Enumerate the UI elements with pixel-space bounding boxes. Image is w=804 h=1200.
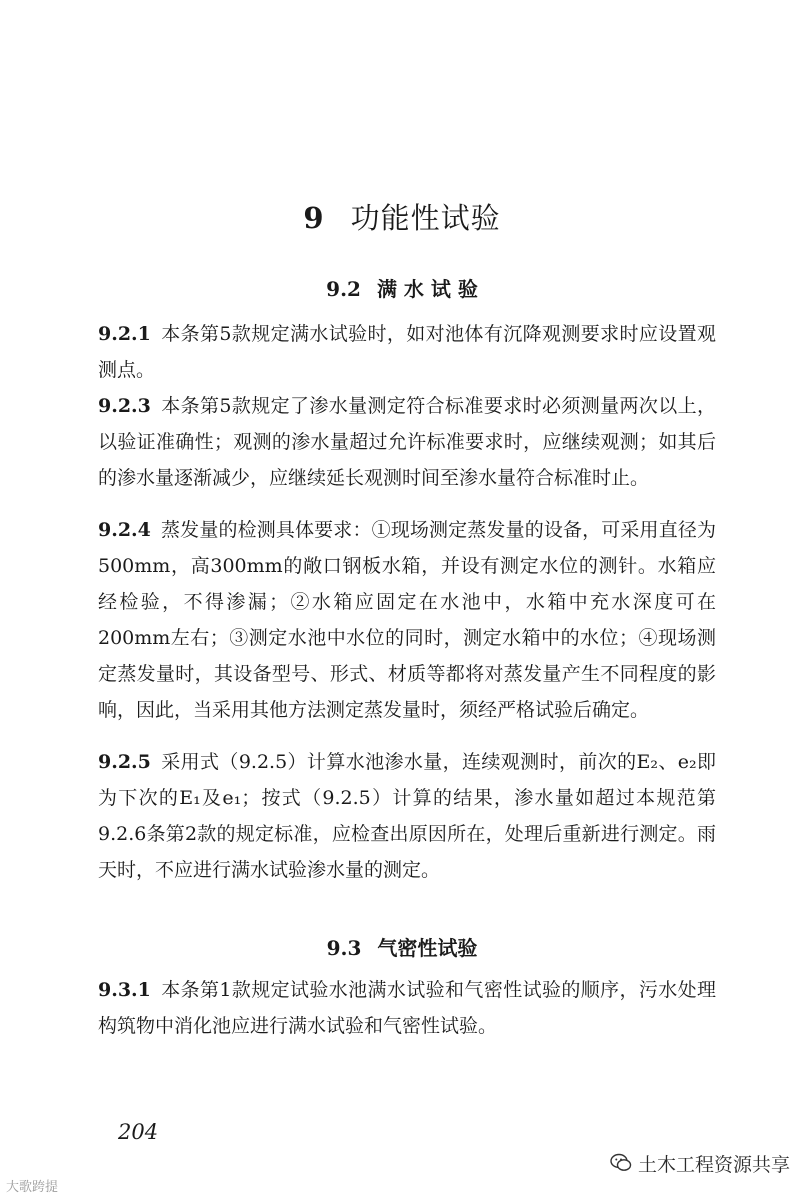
- section-number: 9.3: [326, 936, 362, 960]
- clause-text: 本条第5款规定了渗水量测定符合标准要求时必须测量两次以上，以验证准确性；观测的渗水量超过允许标准要求时，应继续观测；如其后的渗水量逐渐减少，应继续延长观测时间至渗水量符合标准时止。: [98, 395, 716, 489]
- clause-text: 本条第1款规定试验水池满水试验和气密性试验的顺序，污水处理构筑物中消化池应进行满水试验和气密性试验。: [98, 979, 716, 1037]
- clause-code: 9.2.4: [98, 519, 151, 541]
- chapter-number: 9: [303, 201, 325, 235]
- clause-9-3-1: [98, 972, 716, 1044]
- watermark-left: 大歌跨提: [6, 1180, 59, 1195]
- clause-text: 蒸发量的检测具体要求：①现场测定蒸发量的设备，可采用直径为500mm，高300mm的敞口钢板水箱，并设有测定水位的测针。水箱应经检验，不得渗漏；②水箱应固定在水池中，水箱中充水深度可在200mm左右；③测定水池中水位的同时，测定水箱中的水位；④现场测定蒸发量时，其设备型号、形式、材质等都将对蒸发量产生不同程度的影响，因此，当采用其他方法测定蒸发量时，须经严格试验后确定。: [98, 519, 716, 721]
- clause-9-2-4: [98, 512, 716, 728]
- page-number: 204: [118, 1120, 159, 1144]
- watermark-right: [610, 1150, 790, 1178]
- clause-code: 9.2.5: [98, 751, 151, 773]
- chapter-title: [0, 196, 804, 237]
- clause-code: 9.2.3: [98, 395, 151, 417]
- clause-text: 采用式（9.2.5）计算水池渗水量，连续观测时，前次的E₂、e₂即为下次的E₁及e₁；按式（9.2.5）计算的结果，渗水量如超过本规范第9.2.6条第2款的规定标准，应检查出原因所在，处理后重新进行测定。雨天时，不应进行满水试验渗水量的测定。: [98, 751, 716, 881]
- clause-9-2-3: [98, 388, 716, 496]
- section-title-text: 满 水 试 验: [376, 277, 478, 301]
- section-number: 9.2: [326, 277, 361, 301]
- clause-9-2-1: [98, 316, 716, 388]
- clause-code: 9.2.1: [98, 323, 151, 345]
- section-title-9-3: [0, 932, 804, 961]
- section-title-9-2: [0, 273, 804, 302]
- chapter-title-text: 功能性试验: [350, 201, 501, 235]
- watermark-right-text: 土木工程资源共享: [637, 1154, 790, 1176]
- clause-9-2-5: [98, 744, 716, 888]
- section-title-text: 气密性试验: [377, 936, 478, 960]
- clause-code: 9.3.1: [98, 979, 151, 1001]
- wechat-icon: [610, 1153, 632, 1178]
- clause-text: 本条第5款规定满水试验时，如对池体有沉降观测要求时应设置观测点。: [98, 323, 716, 381]
